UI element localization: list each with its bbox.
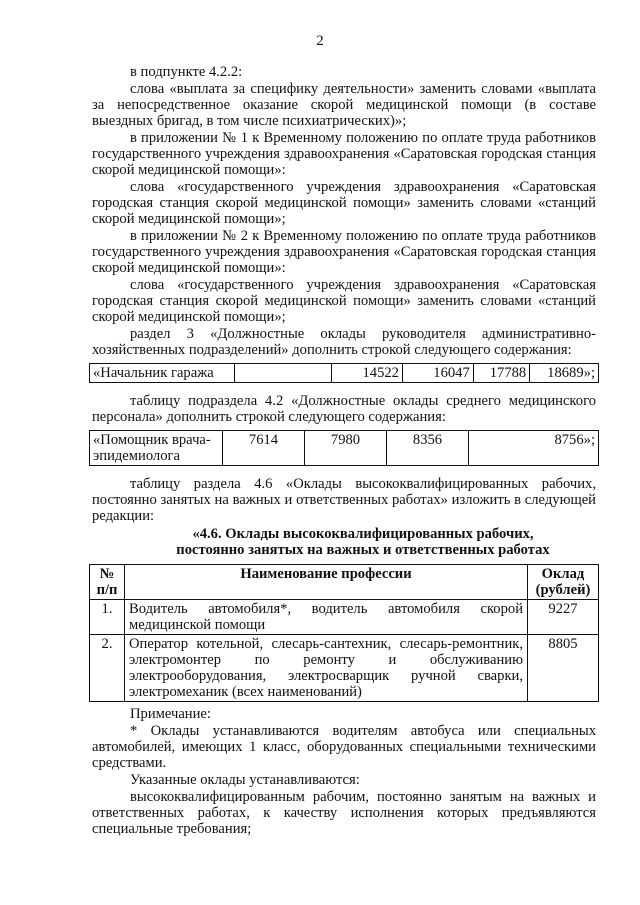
paragraph: слова «выплата за специфику деятельности» заменить словами «выплата за непосредственное оказание скорой медицинской помощи (в составе выездных бригад, в том числе психиатрических)»; [92, 81, 596, 129]
note-text: * Оклады устанавливаются водителям автобуса или специальных автомобилей, имеющих 1 класс, оборудованных специальными техническими средствами. [92, 723, 596, 771]
paragraph: в приложении № 1 к Временному положению по оплате труда работников государственного учреждения здравоохранения «Саратовская городская станция скорой медицинской помощи»: [92, 130, 596, 178]
section-heading-line: постоянно занятых на важных и ответственных работах [176, 542, 550, 558]
table-cell: «Начальник гаража [90, 364, 235, 383]
table-cell: 17788 [473, 364, 529, 383]
profession-name: Водитель автомобиля*, водитель автомобиля скорой медицинской помощи [125, 600, 528, 635]
table-row [90, 635, 599, 702]
paragraph: высококвалифицированным рабочим, постоянно занятым на важных и ответственных работах, к качеству исполнения которых предъявляются специальные требования; [92, 789, 596, 837]
table-row [90, 364, 599, 383]
table-cell: 18689»; [530, 364, 599, 383]
section-heading-line: «4.6. Оклады высококвалифицированных рабочих, [192, 526, 534, 542]
table-cell: 7614 [223, 431, 305, 466]
salary-value: 8805 [528, 635, 599, 702]
row-number: 1. [90, 600, 125, 635]
row-number: 2. [90, 635, 125, 702]
professions-table [89, 564, 599, 702]
table-cell: 7980 [305, 431, 387, 466]
note-title: Примечание: [130, 706, 211, 722]
table-cell: 8756»; [469, 431, 599, 466]
paragraph: раздел 3 «Должностные оклады руководителя административно-хозяйственных подразделений» дополнить строкой следующего содержания: [92, 326, 596, 358]
section-heading [130, 526, 596, 558]
paragraph: слова «государственного учреждения здравоохранения «Саратовская городская станция скорой медицинской помощи» заменить словами «станций скорой медицинской помощи»; [92, 277, 596, 325]
paragraph: таблицу подраздела 4.2 «Должностные оклады среднего медицинского персонала» дополнить строкой следующего содержания: [92, 393, 596, 425]
page-number: 2 [316, 33, 324, 49]
table-cell: «Помощник врача-эпидемиолога [90, 431, 223, 466]
table-cell [234, 364, 331, 383]
paragraph: таблицу раздела 4.6 «Оклады высококвалифицированных рабочих, постоянно занятых на важных и ответственных работах» изложить в следующей редакции: [92, 476, 596, 524]
table-cell: 14522 [332, 364, 403, 383]
assistant-row-table [89, 430, 599, 466]
salary-value: 9227 [528, 600, 599, 635]
document-body [92, 64, 596, 838]
table-header-row [90, 565, 599, 600]
paragraph: в подпункте 4.2.2: [130, 64, 243, 80]
paragraph: в приложении № 2 к Временному положению по оплате труда работников государственного учреждения здравоохранения «Саратовская городская станция скорой медицинской помощи»: [92, 228, 596, 276]
table-cell: 8356 [387, 431, 469, 466]
column-header: № п/п [90, 565, 125, 600]
table-cell: 16047 [402, 364, 473, 383]
table-row [90, 600, 599, 635]
column-header: Оклад (рублей) [528, 565, 599, 600]
column-header: Наименование профессии [125, 565, 528, 600]
garage-row-table [89, 363, 599, 383]
paragraph: слова «государственного учреждения здравоохранения «Саратовская городская станция скорой медицинской помощи» заменить словами «станций скорой медицинской помощи»; [92, 179, 596, 227]
profession-name: Оператор котельной, слесарь-сантехник, слесарь-ремонтник, электромонтер по ремонту и обслуживанию электрооборудования, электросварщик ручной сварки, электромеханик (всех наименований) [125, 635, 528, 702]
table-row [90, 431, 599, 466]
paragraph: Указанные оклады устанавливаются: [130, 772, 360, 788]
